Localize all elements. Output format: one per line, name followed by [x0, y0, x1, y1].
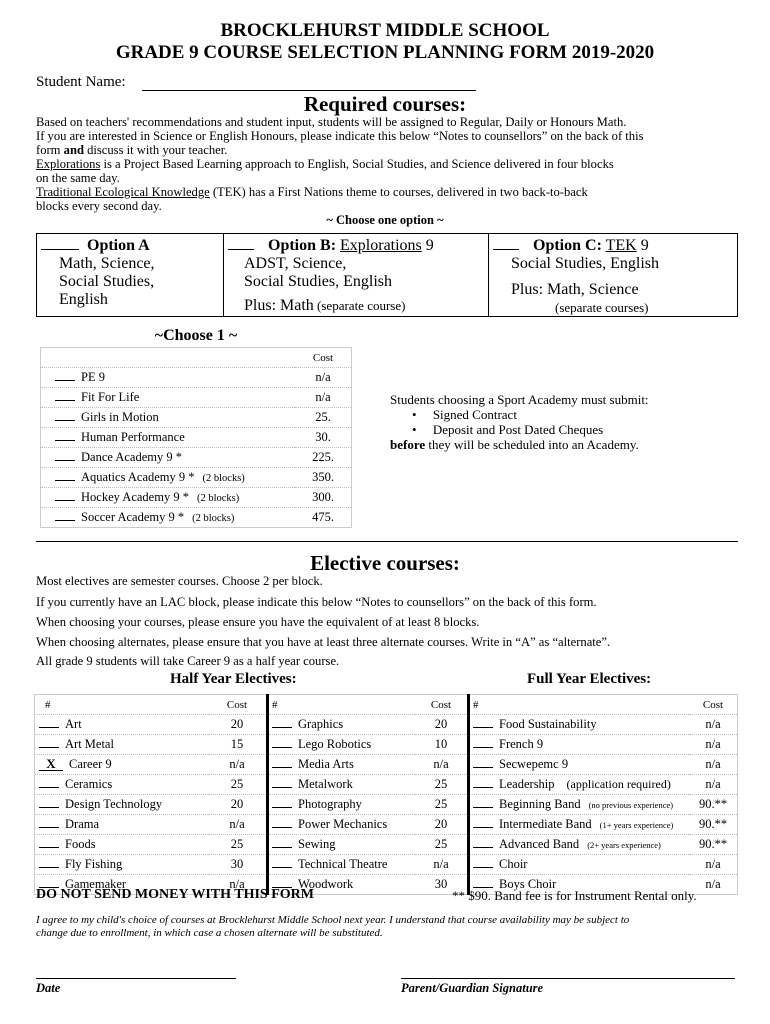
- half-elective-cost: 25: [208, 835, 268, 855]
- option-c-line: Social Studies, English: [511, 255, 659, 272]
- option-b-line: Social Studies, English: [244, 273, 392, 290]
- pe-option-note: (2 blocks): [202, 473, 245, 484]
- elective-blank[interactable]: [39, 798, 59, 808]
- full-elective-name: Food Sustainability: [499, 717, 597, 731]
- pe-option-row[interactable]: [41, 388, 352, 408]
- pe-option-cost: 475.: [295, 508, 352, 528]
- option-c-blank[interactable]: [493, 240, 519, 250]
- full-elective-name: Advanced Band: [499, 837, 580, 851]
- pe-option-name: Fit For Life: [81, 390, 140, 404]
- pe-option-cost: 30.: [295, 428, 352, 448]
- full-elective-cost: n/a: [689, 875, 738, 895]
- half-elective-name: Technical Theatre: [298, 857, 388, 871]
- half-elective-cost: 25: [415, 795, 469, 815]
- full-elective-name: French 9: [499, 737, 544, 751]
- half-elective-name: Sewing: [298, 837, 336, 851]
- full-elective-name: Beginning Band: [499, 797, 581, 811]
- required-heading: Required courses:: [303, 92, 467, 116]
- explorations-term: Explorations: [36, 157, 101, 171]
- date-label: Date: [36, 981, 61, 995]
- pe-option-cost: n/a: [295, 388, 352, 408]
- full-elective-cost: 90.**: [689, 835, 738, 855]
- pe-option-cost: 300.: [295, 488, 352, 508]
- full-elective-cost: 90.**: [689, 795, 738, 815]
- choose-one-heading: ~Choose 1 ~: [154, 327, 238, 344]
- elective-blank[interactable]: [272, 838, 292, 848]
- elective-line: When choosing alternates, please ensure that you have at least three alternate courses. Write in “A” as “alternate”.: [36, 635, 611, 649]
- pe-option-blank[interactable]: [55, 491, 75, 501]
- elective-blank[interactable]: [473, 758, 493, 768]
- half-year-title: Half Year Electives:: [170, 671, 297, 687]
- col-cost: Cost: [415, 695, 469, 715]
- elective-blank[interactable]: [272, 778, 292, 788]
- pe-option-cost: 25.: [295, 408, 352, 428]
- elective-line: Most electives are semester courses. Choose 2 per block.: [36, 574, 323, 588]
- option-b-plus: Plus: Math (separate course): [244, 297, 406, 314]
- tek-definition-cont: blocks every second day.: [36, 199, 162, 213]
- agreement-text: I agree to my child's choice of courses at Brocklehurst Middle School next year. I understand that course availability may be subject to change due to enrollment, in which case a chosen alternate will be substituted.: [36, 914, 630, 939]
- pe-option-note: (2 blocks): [192, 513, 235, 524]
- signature-label: Parent/Guardian Signature: [401, 981, 544, 995]
- option-a-blank[interactable]: [41, 240, 79, 250]
- half-elective-name: Photography: [298, 797, 362, 811]
- required-para-line: Based on teachers' recommendations and student input, students will be assigned to Regular, Daily or Honours Math.: [36, 115, 627, 129]
- half-elective-cost: n/a: [415, 855, 469, 875]
- pe-option-row[interactable]: [41, 408, 352, 428]
- full-elective-note: (2+ years experience): [587, 840, 661, 850]
- elective-blank[interactable]: [39, 718, 59, 728]
- tek-definition: Traditional Ecological Knowledge (TEK) has a First Nations theme to courses, delivered in two back-to-back: [36, 185, 588, 199]
- pe-option-row[interactable]: [41, 468, 352, 488]
- full-elective-name: Leadership: [499, 777, 555, 791]
- pe-cost-header: Cost: [295, 348, 352, 368]
- pe-option-row[interactable]: [41, 508, 352, 528]
- student-name-label: Student Name:: [36, 74, 126, 90]
- pe-option-cost: 225.: [295, 448, 352, 468]
- elective-blank[interactable]: [272, 858, 292, 868]
- option-b-term: Explorations: [340, 237, 422, 254]
- full-elective-cost: n/a: [689, 755, 738, 775]
- pe-option-blank[interactable]: [55, 371, 75, 381]
- required-para-line: form and discuss it with your teacher.: [36, 143, 228, 157]
- elective-line: When choosing your courses, please ensure you have the equivalent of at least 8 blocks.: [36, 615, 480, 629]
- elective-blank[interactable]: [473, 718, 493, 728]
- pe-option-name: Soccer Academy 9 *: [81, 510, 185, 524]
- electives-table: [34, 694, 738, 895]
- half-elective-name: Graphics: [298, 717, 344, 731]
- pe-option-name: Girls in Motion: [81, 410, 159, 424]
- half-elective-cost: 20: [415, 715, 469, 735]
- pe-option-row[interactable]: [41, 448, 352, 468]
- date-line[interactable]: [36, 978, 236, 979]
- sport-note-bullet: • Deposit and Post Dated Cheques: [412, 422, 604, 437]
- full-elective-name: Boys Choir: [499, 877, 557, 891]
- required-para-line: If you are interested in Science or English Honours, please indicate this below “Notes to counsellors” on the back of this: [36, 129, 644, 143]
- elective-blank[interactable]: [473, 778, 493, 788]
- option-b-line: ADST, Science,: [244, 255, 347, 272]
- option-a-box[interactable]: [36, 233, 224, 317]
- elective-row: [35, 795, 738, 815]
- elective-blank[interactable]: [39, 818, 59, 828]
- half-elective-cost: 25: [208, 775, 268, 795]
- explorations-definition: Explorations is a Project Based Learning approach to English, Social Studies, and Science delivered in four blocks: [36, 157, 614, 171]
- elective-blank[interactable]: [39, 838, 59, 848]
- pe-option-row[interactable]: [41, 368, 352, 388]
- elective-blank[interactable]: [272, 758, 292, 768]
- option-b-box[interactable]: Option B: Explorations 9 ADST, Science, Social Studies, English Plus: Math (separate course): [223, 233, 489, 317]
- student-name-field[interactable]: [142, 90, 476, 91]
- half-elective-name: Power Mechanics: [298, 817, 388, 831]
- full-elective-cost: n/a: [689, 855, 738, 875]
- pe-option-blank[interactable]: [55, 431, 75, 441]
- elective-blank[interactable]: [473, 818, 493, 828]
- option-c-plus-note: (separate courses): [555, 300, 649, 315]
- full-elective-name: Secwepemc 9: [499, 757, 569, 771]
- pe-option-blank[interactable]: [55, 451, 75, 461]
- option-a-line: English: [59, 291, 108, 308]
- elective-line: All grade 9 students will take Career 9 as a half year course.: [36, 654, 340, 668]
- option-b-label: Option B:: [268, 237, 337, 254]
- pe-option-cost: n/a: [295, 368, 352, 388]
- full-elective-name: Intermediate Band: [499, 817, 592, 831]
- band-fee-note: ** $90. Band fee is for Instrument Rental only.: [452, 888, 697, 903]
- elective-blank[interactable]: [272, 818, 292, 828]
- half-elective-cost: 15: [208, 735, 268, 755]
- half-elective-name: Lego Robotics: [298, 737, 372, 751]
- half-elective-cost: 20: [415, 815, 469, 835]
- half-elective-name: Career 9: [69, 757, 112, 771]
- option-c-label: Option C:: [533, 237, 602, 254]
- elective-blank[interactable]: [39, 858, 59, 868]
- full-elective-cost: n/a: [689, 735, 738, 755]
- choose-one-option: ~ Choose one option ~: [326, 213, 444, 227]
- half-elective-name: Drama: [65, 817, 100, 831]
- elective-row: [35, 715, 738, 735]
- option-c-box[interactable]: Option C: TEK 9 Social Studies, English Plus: Math, Science (separate courses): [488, 233, 738, 317]
- sport-note-line: Students choosing a Sport Academy must submit:: [390, 392, 649, 407]
- elective-line: If you currently have an LAC block, please indicate this below “Notes to counsellors” on the back of this form.: [36, 595, 597, 609]
- elective-blank[interactable]: [272, 718, 292, 728]
- col-hash: #: [268, 695, 416, 715]
- pe-option-blank[interactable]: [55, 411, 75, 421]
- option-a-label: Option A: [87, 237, 150, 254]
- explorations-definition-cont: on the same day.: [36, 171, 120, 185]
- sport-academy-note: [390, 392, 649, 452]
- half-elective-name: Gamemaker: [65, 877, 127, 891]
- elective-row: [35, 735, 738, 755]
- elective-blank[interactable]: [272, 798, 292, 808]
- pe-option-blank[interactable]: [55, 511, 75, 521]
- pe-option-name: Hockey Academy 9 *: [81, 490, 189, 504]
- elective-blank[interactable]: [272, 738, 292, 748]
- col-cost: Cost: [689, 695, 738, 715]
- elective-blank[interactable]: [473, 798, 493, 808]
- form-title: GRADE 9 COURSE SELECTION PLANNING FORM 2019-2020: [115, 42, 655, 63]
- half-elective-cost: n/a: [208, 815, 268, 835]
- half-elective-name: Metalwork: [298, 777, 353, 791]
- sport-note-bullet: • Signed Contract: [412, 407, 517, 422]
- col-hash: #: [35, 695, 209, 715]
- pe-options-table: [40, 347, 352, 528]
- half-elective-name: Media Arts: [298, 757, 354, 771]
- pe-option-cost: 350.: [295, 468, 352, 488]
- tek-term: Traditional Ecological Knowledge: [36, 185, 210, 199]
- section-divider: [36, 541, 738, 542]
- elective-blank[interactable]: [39, 778, 59, 788]
- elective-row: [35, 855, 738, 875]
- full-elective-cost: 90.**: [689, 815, 738, 835]
- half-elective-name: Ceramics: [65, 777, 113, 791]
- full-year-title: Full Year Electives:: [527, 671, 652, 687]
- option-a-line: Math, Science,: [59, 255, 155, 272]
- elective-row: [35, 755, 738, 775]
- half-elective-name: Foods: [65, 837, 96, 851]
- col-cost: Cost: [208, 695, 268, 715]
- elective-blank[interactable]: [473, 738, 493, 748]
- full-elective-note: (1+ years experience): [599, 820, 674, 830]
- elective-blank[interactable]: [473, 838, 493, 848]
- pe-option-name: Human Performance: [81, 430, 185, 444]
- half-elective-cost: n/a: [208, 755, 268, 775]
- elective-blank[interactable]: [39, 738, 59, 748]
- pe-option-blank[interactable]: [55, 471, 75, 481]
- elective-heading: Elective courses:: [310, 551, 460, 575]
- option-b-blank[interactable]: [228, 240, 254, 250]
- elective-row: [35, 815, 738, 835]
- pe-option-row[interactable]: [41, 488, 352, 508]
- pe-option-blank[interactable]: [55, 391, 75, 401]
- half-elective-name: Art Metal: [65, 737, 114, 751]
- half-elective-cost: 20: [208, 715, 268, 735]
- full-elective-name: Choir: [499, 857, 528, 871]
- full-elective-cost: n/a: [689, 715, 738, 735]
- signature-line[interactable]: [401, 978, 735, 979]
- half-elective-cost: n/a: [415, 755, 469, 775]
- no-money-notice: DO NOT SEND MONEY WITH THIS FORM: [36, 887, 314, 902]
- pe-option-note: (2 blocks): [196, 493, 240, 504]
- pe-option-row[interactable]: [41, 428, 352, 448]
- full-elective-note: (application required): [566, 777, 671, 791]
- half-elective-cost: n/a: [208, 875, 268, 895]
- half-elective-name: Fly Fishing: [65, 857, 123, 871]
- half-elective-cost: 30: [415, 875, 469, 895]
- full-elective-note: (no previous experience): [588, 800, 674, 810]
- half-elective-name: Woodwork: [298, 877, 354, 891]
- elective-blank[interactable]: [473, 858, 493, 868]
- elective-mark[interactable]: X: [39, 758, 63, 771]
- pe-option-name: Dance Academy 9 *: [81, 450, 183, 464]
- full-elective-cost: n/a: [689, 775, 738, 795]
- option-a-line: Social Studies,: [59, 273, 155, 290]
- pe-option-name: PE 9: [81, 370, 105, 384]
- option-c-term: TEK: [605, 237, 637, 254]
- option-c-plus: Plus: Math, Science: [511, 281, 639, 298]
- sport-note-line: before they will be scheduled into an Academy.: [390, 437, 639, 452]
- elective-row: [35, 775, 738, 795]
- pe-option-name: Aquatics Academy 9 *: [81, 470, 195, 484]
- elective-row: [35, 835, 738, 855]
- school-title: BROCKLEHURST MIDDLE SCHOOL: [220, 20, 550, 41]
- half-elective-cost: 30: [208, 855, 268, 875]
- half-elective-name: Design Technology: [65, 797, 163, 811]
- half-elective-cost: 25: [415, 775, 469, 795]
- half-elective-cost: 10: [415, 735, 469, 755]
- half-elective-cost: 20: [208, 795, 268, 815]
- half-elective-cost: 25: [415, 835, 469, 855]
- half-elective-name: Art: [65, 717, 82, 731]
- col-hash: #: [469, 695, 690, 715]
- elective-blank[interactable]: [473, 878, 493, 888]
